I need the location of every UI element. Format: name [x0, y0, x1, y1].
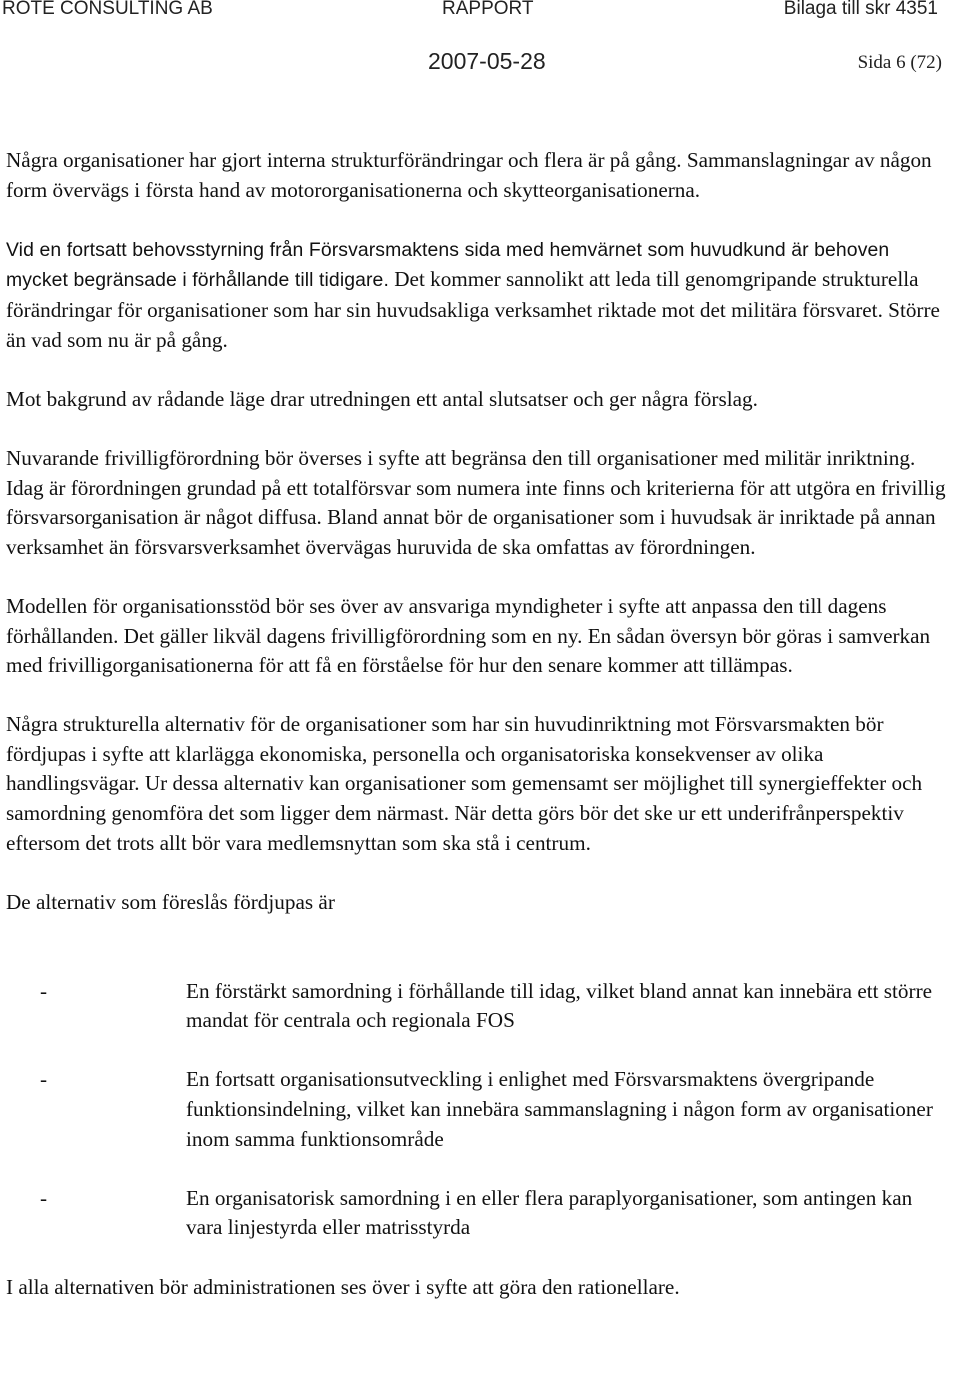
- company-name: ROTE CONSULTING AB: [2, 0, 213, 19]
- document-type: RAPPORT: [442, 0, 534, 19]
- document-date: 2007-05-28: [428, 48, 546, 74]
- paragraph-4: Nuvarande frivilligförordning bör överses i syfte att begränsa den till organisationer med militär inriktning. Idag är förordningen grundad på ett totalförsvar som numera inte finns och kriterierna för att utgöra en frivillig försvarsorganisation är något diffusa. Bland annat bör de organisationer som i huvudsak är inriktade på annan verksamhet än försvarsverksamhet övervägas huruvida de ska omfattas av förordningen.: [6, 445, 946, 559]
- list-dash: -: [40, 978, 48, 1003]
- page-number: Sida 6 (72): [857, 52, 942, 73]
- document-reference: Bilaga till skr 4351: [783, 0, 938, 19]
- list-item-text: En organisatorisk samordning i en eller flera paraplyorganisationer, som antingen kan vara linjestyrda eller matrisstyrda: [186, 1185, 913, 1240]
- paragraph-6: Några strukturella alternativ för de organisationer som har sin huvudinriktning mot Försvarsmakten bör fördjupas i syfte att klarlägga ekonomiska, personella och organisatoriska konsekvenser av olika handlingsvägar. Ur dessa alternativ kan organisationer som gemensamt ser möjlighet till synergieffekter och samordning genomföra det som ligger dem närmast. När detta görs bör det ske ur ett underifrånperspektiv eftersom det trots allt bör vara medlemsnyttan som ska stå i centrum.: [6, 712, 923, 855]
- list-item-text: En fortsatt organisationsutveckling i enlighet med Försvarsmaktens övergripande funktionsindelning, vilket kan innebära sammanslagning i någon form av organisationer inom samma funktionsområde: [186, 1067, 933, 1151]
- list-dash: -: [40, 1185, 48, 1210]
- paragraph-2-sans-part: Vid en fortsatt behovsstyrning från Försvarsmaktens sida med hemvärnet som huvudkund är behoven mycket begränsade i förhållande till tidigare.: [6, 238, 890, 292]
- page-header: [0, 0, 960, 22]
- list-item: [6, 977, 950, 1036]
- paragraph-8: I alla alternativen bör administrationen ses över i syfte att göra den rationellare.: [6, 1274, 680, 1299]
- paragraph-3: Mot bakgrund av rådande läge drar utredningen ett antal slutsatser och ger några förslag.: [6, 386, 758, 411]
- list-item: [6, 1184, 950, 1243]
- document-body: [6, 146, 950, 1302]
- paragraph-5: Modellen för organisationsstöd bör ses över av ansvariga myndigheter i syfte att anpassa den till dagens förhållanden. Det gäller likväl dagens frivilligförordning som en ny. En sådan översyn bör göras i samverkan med frivilligorganisationerna för att få en förståelse för hur den senare kommer att tillämpas.: [6, 593, 931, 678]
- paragraph-1: Några organisationer har gjort interna strukturförändringar och flera är på gång. Sammanslagningar av någon form övervägs i första hand av motororganisationerna och skytteorganisationerna.: [6, 148, 932, 202]
- paragraph-2-serif-part: Det kommer sannolikt att leda till genomgripande strukturella förändringar för organisationer som har sin huvudsakliga verksamhet riktade mot det militära försvaret. Större än vad som nu är på gång.: [6, 267, 940, 352]
- list-item: [6, 1065, 950, 1154]
- list-item-text: En förstärkt samordning i förhållande till idag, vilket bland annat kan innebära ett större mandat för centrala och regionala FOS: [186, 978, 933, 1033]
- list-dash: -: [40, 1067, 48, 1092]
- paragraph-7: De alternativ som föreslås fördjupas är: [6, 889, 335, 914]
- paragraph-2: [6, 235, 950, 355]
